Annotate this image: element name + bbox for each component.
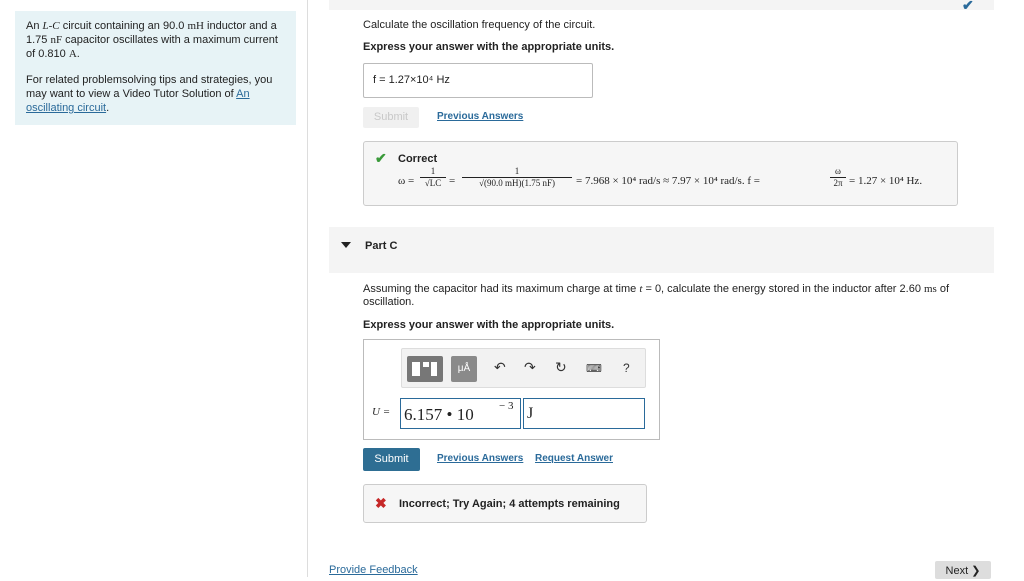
- correct-title: Correct: [398, 153, 438, 165]
- part-b-instruction: Express your answer with the appropriate units.: [363, 41, 615, 53]
- formula-equals: =: [449, 175, 456, 187]
- value-input[interactable]: 6.157 • 10 − 3: [400, 398, 521, 429]
- help-icon[interactable]: ?: [623, 361, 630, 375]
- formula-frac-1: $\frac{1}{√LC}$: [420, 166, 446, 189]
- part-c-question: Assuming the capacitor had its maximum charge at time t = 0, calculate the energy stored in the inductor after 2.60 ms of oscillation.: [363, 283, 950, 308]
- check-icon: ✔: [962, 0, 974, 13]
- part-b-answer-box: [363, 63, 593, 98]
- part-c-label: Part C: [365, 240, 398, 252]
- problem-info-panel: [15, 11, 296, 125]
- redo-icon[interactable]: ↷: [524, 359, 536, 375]
- template-grid-icon[interactable]: [407, 356, 443, 382]
- request-answer-link[interactable]: Request Answer: [535, 453, 613, 464]
- part-b-question: Calculate the oscillation frequency of the circuit.: [363, 19, 596, 31]
- formula-final: = 1.27 × 10⁴ Hz.: [849, 175, 923, 187]
- incorrect-message: Incorrect; Try Again; 4 attempts remaining: [399, 498, 620, 510]
- u-label: U =: [372, 406, 391, 418]
- part-c-submit-button[interactable]: Submit: [363, 448, 420, 471]
- part-c-header[interactable]: [329, 227, 994, 273]
- part-b-answer: f = 1.27×10⁴ Hz: [373, 74, 450, 86]
- triangle-down-icon: [341, 242, 351, 248]
- tips-text: For related problemsolving tips and strategies, you may want to view a Video Tutor Solution of An oscillating circuit.: [26, 74, 273, 114]
- formula-omega: ω =: [398, 175, 415, 187]
- undo-icon[interactable]: ↶: [494, 359, 506, 375]
- problem-intro: An L-C circuit containing an 90.0 mH inductor and a 1.75 nF capacitor oscillates with a maximum current of 0.810 A.: [26, 20, 278, 60]
- provide-feedback-link[interactable]: Provide Feedback: [329, 564, 418, 576]
- correct-feedback-box: [363, 141, 958, 206]
- part-b-previous-answers-link[interactable]: Previous Answers: [437, 111, 524, 122]
- value-exponent: − 3: [499, 400, 514, 412]
- formula-result: = 7.968 × 10⁴ rad/s ≈ 7.97 × 10⁴ rad/s. f =: [576, 175, 760, 187]
- check-icon: ✔: [375, 150, 387, 166]
- units-icon[interactable]: μÅ: [451, 356, 477, 382]
- units-input[interactable]: J: [523, 398, 645, 429]
- part-b-submit-button[interactable]: Submit: [363, 107, 419, 128]
- reset-icon[interactable]: ↻: [555, 359, 567, 375]
- next-button[interactable]: Next ❯: [935, 561, 991, 579]
- incorrect-feedback-box: [363, 484, 647, 523]
- math-toolbar: [401, 348, 646, 388]
- answer-editor: [363, 339, 660, 440]
- previous-part-strip: [329, 0, 994, 10]
- part-c-instruction: Express your answer with the appropriate units.: [363, 319, 615, 331]
- part-c-previous-answers-link[interactable]: Previous Answers: [437, 453, 524, 464]
- formula-frac-3: $\frac{\omega}{2\pi}$: [830, 166, 846, 189]
- column-divider: [307, 0, 308, 577]
- keyboard-icon[interactable]: ⌨: [586, 363, 602, 375]
- x-icon: ✖: [375, 495, 387, 511]
- formula-frac-2: $\frac{1}{√(90.0 mH)(1.75 nF)}$: [462, 166, 572, 189]
- solution-formula: [398, 166, 954, 196]
- video-tutor-link[interactable]: An oscillating circuit: [26, 88, 250, 114]
